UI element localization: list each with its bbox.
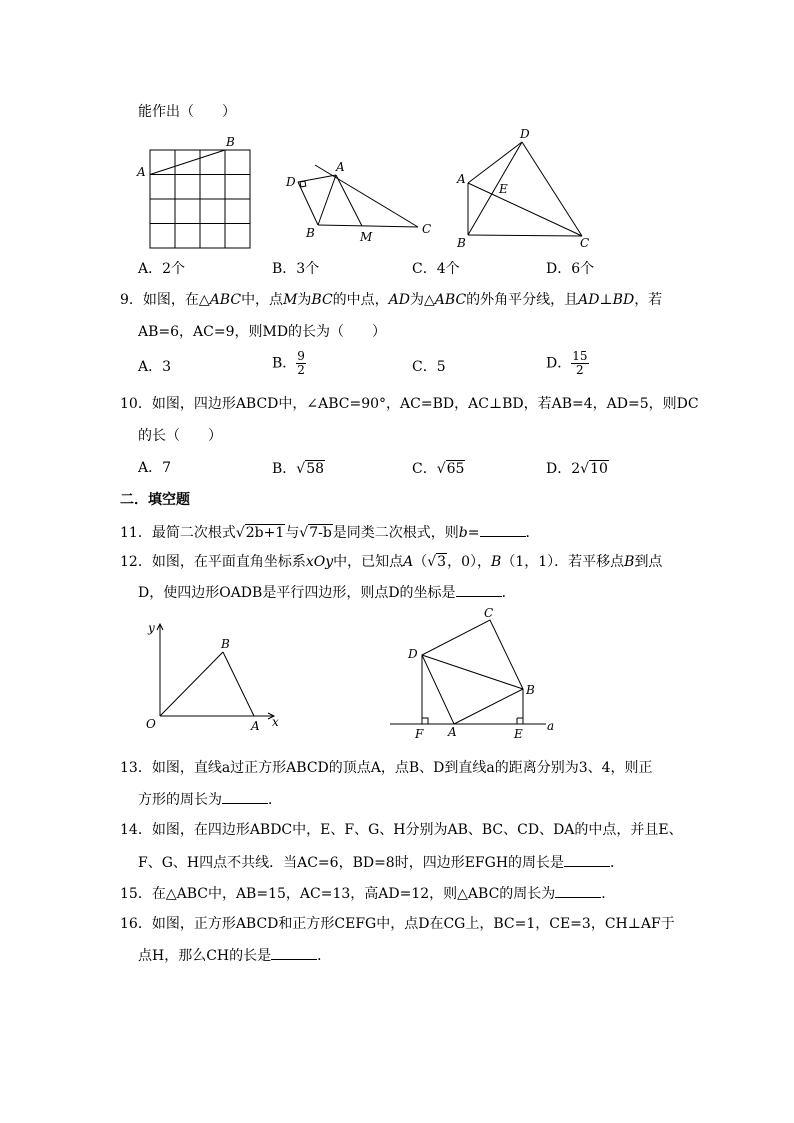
q14-line1: 14．如图，在四边形ABDC中，E、F、G、H分别为AB、BC、CD、DA的中点，并且E、 (120, 822, 683, 838)
q9-line2: AB=6，AC=9，则MD的长为（ ） (138, 324, 387, 340)
fig2-label-c: C (422, 222, 432, 236)
q13-figure-square (386, 608, 566, 742)
q10-line2: 的长（ ） (138, 428, 222, 444)
q13-fig-label-d: D (408, 647, 418, 661)
fig3-label-d: D (520, 127, 530, 141)
fig3-label-c: C (580, 236, 590, 250)
section-fill-in-title: 二．填空题 (120, 492, 190, 508)
q14-answer-blank (564, 854, 610, 867)
q9-option-b: B． $\frac{9}{2}$ (272, 349, 305, 377)
q8-option-d: D．6个 (546, 261, 595, 277)
q13-fig-label-line-a: a (547, 719, 555, 733)
q10-option-d: D．2√10 (546, 461, 608, 477)
q11-answer-blank (480, 524, 526, 537)
q13-fig-label-b: B (526, 683, 535, 697)
q15-answer-blank (555, 885, 601, 898)
q10-option-c: C．√65 (412, 461, 465, 477)
q12-fig-label-y: y (148, 621, 155, 635)
fig3-label-b: B (457, 236, 466, 250)
q13-fig-label-f: F (415, 727, 424, 741)
q10-option-b: B．√58 (272, 461, 325, 477)
q16-line2: 点H，那么CH的长是 ． (138, 948, 332, 964)
q9-option-d: D． $\frac{15}{2}$ (546, 349, 588, 377)
q8-option-c: C．4个 (412, 261, 460, 277)
q13-fig-label-c: C (484, 608, 494, 620)
fig2-label-d: D (286, 175, 296, 189)
q13-line2: 方形的周长为 ． (138, 792, 282, 808)
q12-answer-blank (456, 584, 502, 597)
q9-line1: 9．如图，在△ABC中，点M为BC的中点，AD为△ABC的外角平分线，且AD⊥BD，若 (120, 292, 663, 308)
q12-fig-label-a: A (251, 719, 260, 733)
fig2-label-m: M (360, 230, 373, 244)
q12-fig-label-b: B (221, 637, 230, 651)
q8-figure-grid (132, 130, 260, 255)
q13-answer-blank (222, 791, 268, 804)
q9-option-a: A．3 (138, 359, 172, 375)
q11-line: 11．最简二次根式√2b+1与√7-b是同类二次根式，则b= ． (120, 525, 540, 541)
q12-line1: 12．如图，在平面直角坐标系xOy中，已知点A（√3，0），B（1，1）．若平移点B到点 (120, 554, 663, 570)
q13-fig-label-e: E (514, 727, 523, 741)
fig3-label-a: A (457, 172, 466, 186)
fig1-label-b: B (226, 135, 235, 149)
q8-option-a: A．2个 (138, 261, 186, 277)
q8-figure-quadrilateral (452, 125, 602, 253)
q8-continuation: 能作出（ ） (138, 104, 236, 120)
fig2-label-a: A (336, 160, 345, 174)
q10-option-a: A．7 (138, 460, 172, 476)
q8-figure-triangle-dm (282, 155, 442, 245)
fig1-label-a: A (137, 165, 146, 179)
q13-line1: 13．如图，直线a过正方形ABCD的顶点A，点B、D到直线a的距离分别为3、4，则正 (120, 760, 653, 776)
q15-line: 15．在△ABC中，AB=15，AC=13，高AD=12，则△ABC的周长为 ． (120, 886, 616, 902)
q16-line1: 16．如图，正方形ABCD和正方形CEFG中，点D在CG上，BC=1，CE=3，CH⊥AF于 (120, 916, 675, 932)
q14-line2: F、G、H四点不共线．当AC=6，BD=8时，四边形EFGH的周长是 ． (138, 855, 625, 871)
q12-figure-axes (138, 618, 288, 736)
q16-answer-blank (271, 947, 317, 960)
q9-option-c: C．5 (412, 359, 446, 375)
fig3-label-e: E (499, 182, 508, 196)
q12-line2: D，使四边形OADB是平行四边形，则点D的坐标是 ． (138, 585, 516, 601)
q12-fig-label-x: x (272, 715, 279, 729)
q10-line1: 10．如图，四边形ABCD中，∠ABC=90°，AC=BD，AC⊥BD，若AB=4，AD=5，则DC (120, 396, 699, 412)
q13-fig-label-a: A (448, 725, 457, 739)
fig2-label-b: B (306, 226, 315, 240)
q12-fig-label-o: O (146, 717, 156, 731)
q8-option-b: B．3个 (272, 261, 320, 277)
